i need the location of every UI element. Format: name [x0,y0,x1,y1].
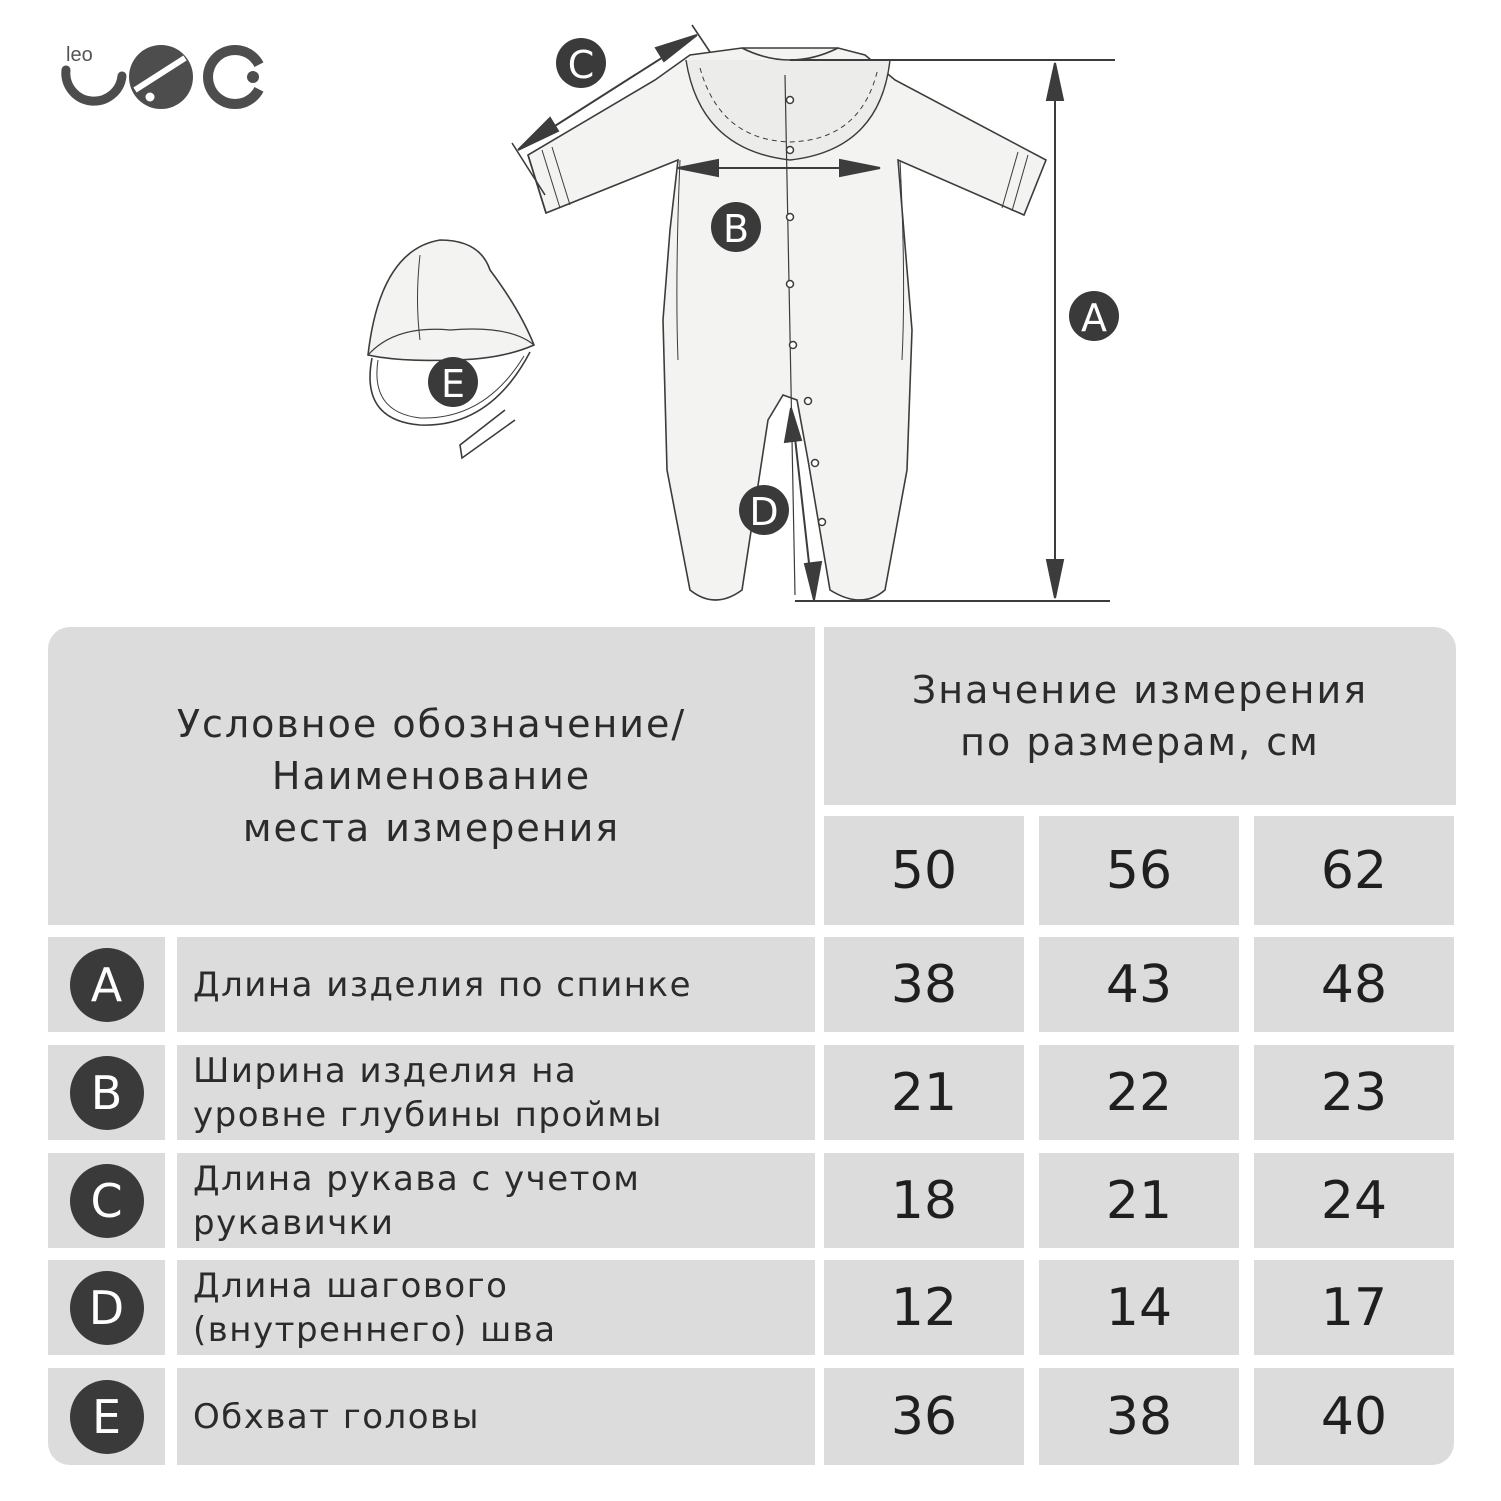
badge-e: E [70,1380,144,1454]
measurement-name: Ширина изделия на уровне глубины проймы [193,1050,663,1135]
size-label: 62 [1320,840,1388,901]
badge-d: D [70,1271,144,1345]
diagram-label-b [711,202,761,252]
diagram-label-d [739,485,789,535]
svg-text:C: C [567,43,595,87]
row-e-name-cell [177,1368,815,1465]
badge-b: B [70,1056,144,1130]
size-header-0 [824,816,1024,925]
row-d-value-1: 14 [1039,1260,1239,1355]
header-left-cell [48,627,815,925]
row-a-value-0: 38 [824,937,1024,1032]
size-label: 50 [890,840,958,901]
row-d-name-cell [177,1260,815,1355]
measurement-name: Длина шагового (внутреннего) шва [193,1265,557,1350]
row-b-value-2: 23 [1254,1045,1454,1140]
row-a-name-cell [177,937,815,1032]
row-e-value-2: 40 [1254,1368,1454,1465]
header-left-label: Условное обозначение/ Наименование места измерения [176,702,687,850]
product-measurement-illustration [0,0,1501,620]
measurement-name: Обхват головы [193,1396,480,1437]
bonnet-drawing [368,240,534,458]
diagram-label-e [428,357,478,407]
svg-text:E: E [440,362,466,406]
svg-text:A: A [1081,296,1107,340]
badge-c: C [70,1164,144,1238]
diagram-label-c [556,38,606,88]
row-b-value-1: 22 [1039,1045,1239,1140]
row-a-badge-cell [48,937,165,1032]
size-header-2 [1254,816,1454,925]
row-c-badge-cell [48,1153,165,1248]
row-a-value-1: 43 [1039,937,1239,1032]
row-c-name-cell [177,1153,815,1248]
row-c-value-2: 24 [1254,1153,1454,1248]
leo-logo-icon [66,44,268,109]
measurement-name: Длина рукава с учетом рукавички [193,1158,641,1243]
row-b-name-cell [177,1045,815,1140]
header-right-label: Значение измерения по размерам, см [911,668,1369,764]
logo-text: leo [66,44,93,66]
row-e-badge-cell [48,1368,165,1465]
row-d-value-0: 12 [824,1260,1024,1355]
row-c-value-0: 18 [824,1153,1024,1248]
diagram-label-a [1069,291,1119,341]
size-header-1 [1039,816,1239,925]
row-a-value-2: 48 [1254,937,1454,1032]
row-e-value-0: 36 [824,1368,1024,1465]
row-e-value-1: 38 [1039,1368,1239,1465]
row-d-value-2: 17 [1254,1260,1454,1355]
row-b-badge-cell [48,1045,165,1140]
header-right-cell [824,627,1456,805]
size-label: 56 [1105,840,1173,901]
svg-text:B: B [722,207,750,251]
row-d-badge-cell [48,1260,165,1355]
svg-text:D: D [749,490,779,534]
badge-a: A [70,948,144,1022]
row-c-value-1: 21 [1039,1153,1239,1248]
measurement-name: Длина изделия по спинке [193,964,692,1005]
row-b-value-0: 21 [824,1045,1024,1140]
